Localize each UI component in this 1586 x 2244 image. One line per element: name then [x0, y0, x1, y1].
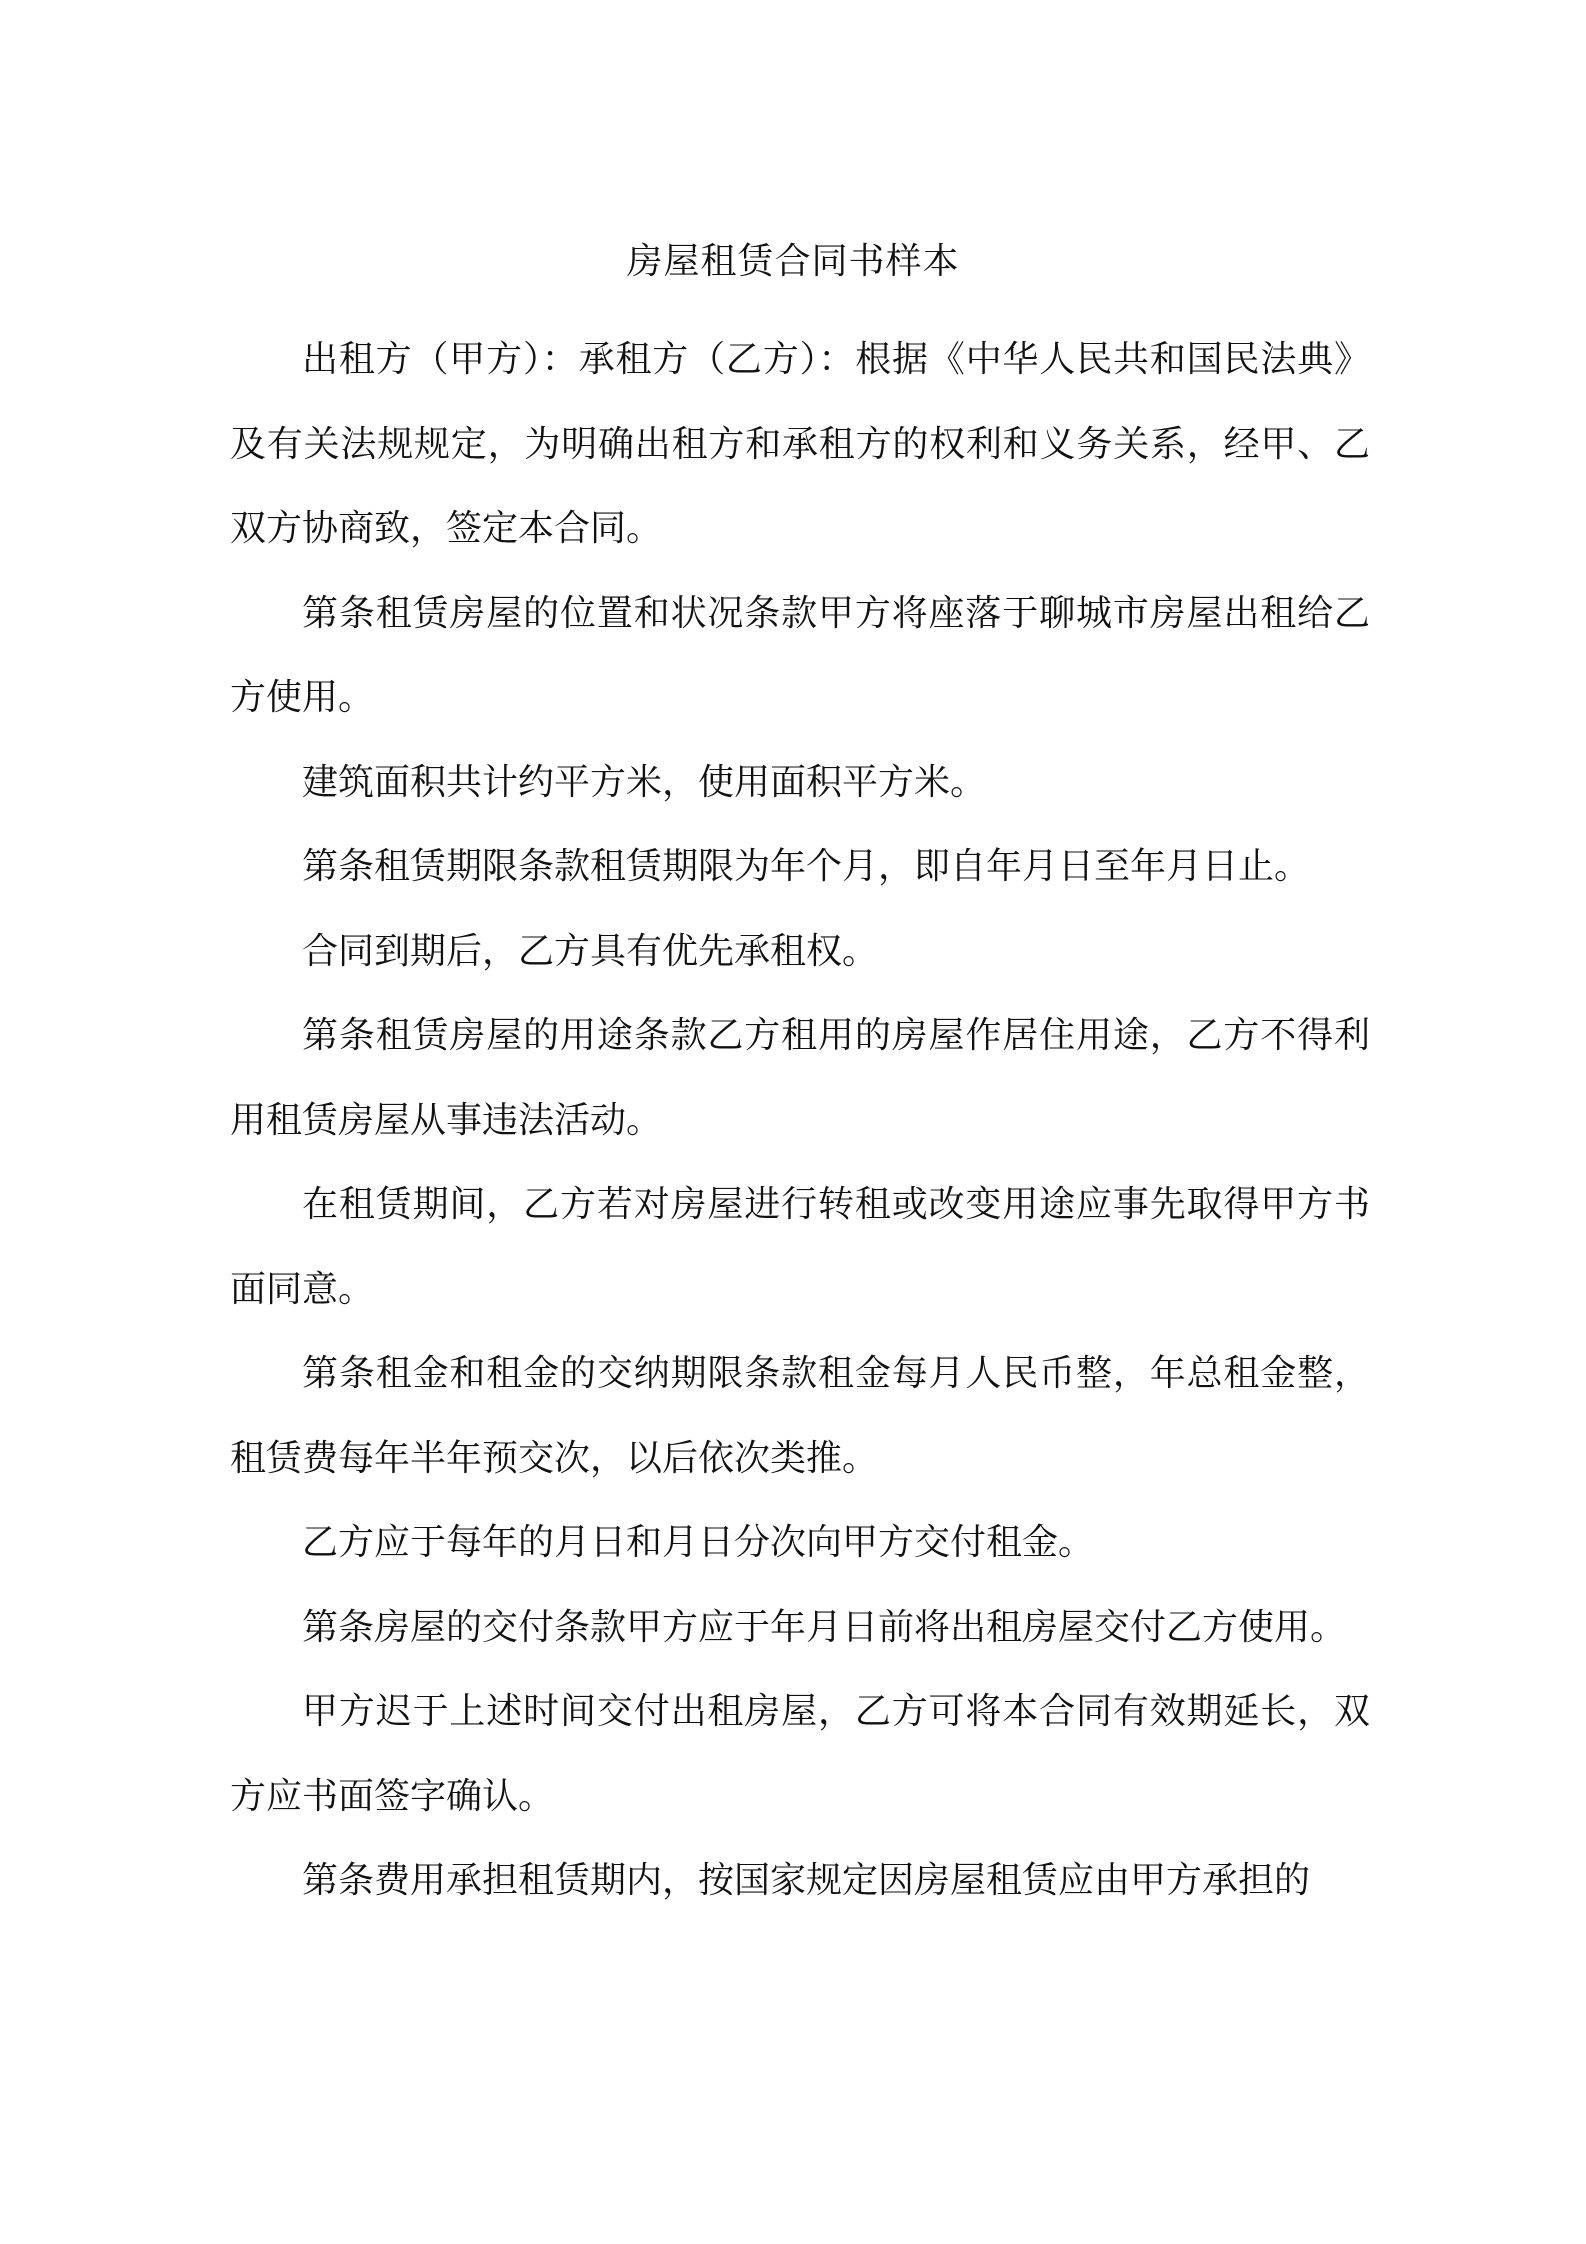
paragraph-delivery: 第条房屋的交付条款甲方应于年月日前将出租房屋交付乙方使用。 [302, 1606, 1347, 1648]
paragraph-sublet: 在租赁期间，乙方若对房屋进行转租或改变用途应事先取得甲方书面同意。 [230, 1184, 1370, 1310]
paragraph-location: 第条租赁房屋的位置和状况条款甲方将座落于聊城市房屋出租给乙方使用。 [230, 592, 1370, 718]
paragraph-rent: 第条租金和租金的交纳期限条款租金每月人民币整，年总租金整，租赁费每年半年预交次，以后依次类推。 [230, 1353, 1370, 1479]
paragraph-renewal: 合同到期后，乙方具有优先承租权。 [302, 930, 879, 972]
paragraph-usage: 第条租赁房屋的用途条款乙方租用的房屋作居住用途，乙方不得利用租赁房屋从事违法活动。 [230, 1015, 1370, 1141]
paragraph-payment-dates: 乙方应于每年的月日和月日分次向甲方交付租金。 [302, 1522, 1095, 1563]
paragraph-costs: 第条费用承担租赁期内，按国家规定因房屋租赁应由甲方承担的 [302, 1860, 1311, 1901]
paragraph-area: 建筑面积共计约平方米，使用面积平方米。 [302, 761, 987, 803]
paragraph-delay: 甲方迟于上述时间交付出租房屋，乙方可将本合同有效期延长，双方应书面签字确认。 [230, 1691, 1370, 1817]
document-title: 房屋租赁合同书样本 [626, 241, 960, 282]
paragraph-preamble: 出租方（甲方）：承租方（乙方）：根据《中华人民共和国民法典》及有关法规规定，为明确出租方和承租方的权利和义务关系，经甲、乙双方协商致，签定本合同。 [230, 339, 1370, 549]
document-body [230, 318, 1370, 1924]
paragraph-term: 第条租赁期限条款租赁期限为年个月，即自年月日至年月日止。 [302, 846, 1311, 887]
